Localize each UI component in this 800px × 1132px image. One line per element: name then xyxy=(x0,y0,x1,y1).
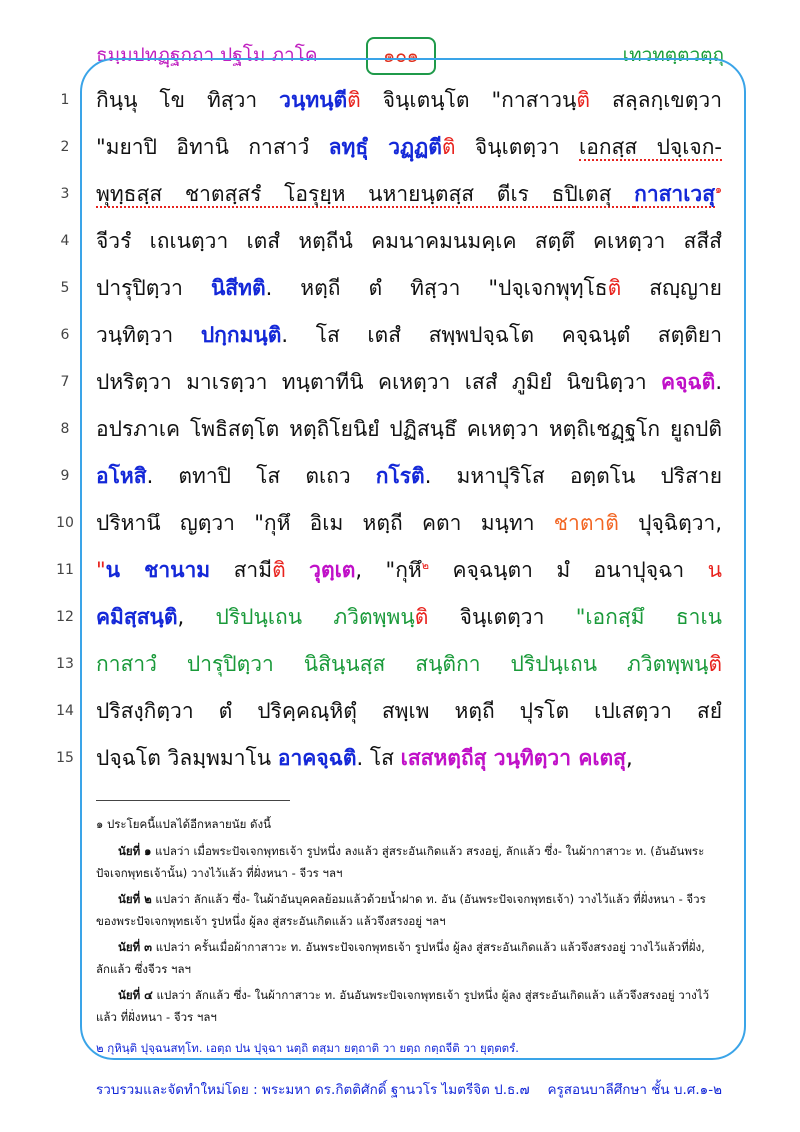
text-segment: , xyxy=(626,746,633,770)
text-segment: สญฺญาย xyxy=(621,276,722,300)
text-segment: วนฺทิตฺวา xyxy=(96,323,201,347)
line-number: 14 xyxy=(56,703,74,719)
text-segment: พุทฺธสฺส ชาตสฺสรํ โอรุยฺห นหายนฺตสฺส ตีเร ธปิเตสุ xyxy=(96,182,635,206)
page-number: ๑๐๑ xyxy=(366,37,436,75)
header-story-title: เทวทตฺตวตฺถุ xyxy=(622,44,724,66)
line-text xyxy=(96,127,722,167)
text-line xyxy=(0,738,800,778)
text-segment: ปริสงฺกิตฺวา ตํ ปริคฺคณฺหิตุํ สพฺเพ หตฺถี ปุรโต เปเสตฺวา สยํ xyxy=(96,699,722,723)
text-segment: จีวรํ เถเนตฺวา เตสํ หตฺถีนํ คมนาคมนมคฺเค สตฺตึ คเหตฺวา สสีสํ xyxy=(96,229,722,253)
text-segment: . xyxy=(715,370,722,394)
text-line xyxy=(0,409,800,449)
text-segment: กโรติ xyxy=(375,464,425,488)
text-segment: วนฺทนฺตี xyxy=(279,88,348,112)
footer-author: รวบรวมและจัดทำใหม่โดย : พระมหา ดร.กิตติศักดิ์ ฐานวโร ไมตรีจิต ป.ธ.๗ xyxy=(96,1082,530,1098)
text-segment: ปหริตฺวา มาเรตฺวา ทนฺตาทีนิ คเหตฺวา เสสํ ภูมิยํ นิขนิตฺวา xyxy=(96,370,662,394)
text-segment: ติ xyxy=(272,558,286,582)
text-segment: " xyxy=(96,558,106,582)
line-number: 4 xyxy=(60,233,70,249)
line-number: 9 xyxy=(60,468,70,484)
footnote-item: นัยที่ ๑ แปลว่า เมื่อพระปัจเจกพุทธเจ้า รูปหนึ่ง ลงแล้ว สู่สระอันเกิดแล้ว สรงอยู่, ลักแล้ว ซึ่ง- ในผ้ากาสาวะ ท. (อันอันพระปัจเจกพุทธเจ้านั้น) วางไว้แล้ว ที่ฝั่งหนา - จีวร ฯลฯ xyxy=(96,844,705,880)
text-segment: ปกฺกมนฺติ xyxy=(200,323,282,347)
text-segment: วุตฺเต xyxy=(309,558,356,582)
footnote-intro: ๑ ประโยคนี้แปลได้อีกหลายนัย ดังนี้ xyxy=(96,817,271,831)
footnote-item: นัยที่ ๔ แปลว่า ลักแล้ว ซึ่ง- ในผ้ากาสาวะ ท. อันอันพระปัจเจกพุทธเจ้า รูปหนึ่ง ผู้ลง สู่สระอันเกิดแล้ว แล้วจึงสรงอยู่ วางไว้แล้ว ที่ฝั่งหนา - จีวร ฯลฯ xyxy=(96,988,710,1024)
text-segment: ปจฺฉโต วิลมฺพมาโน xyxy=(96,746,278,770)
text-segment: ๒ xyxy=(421,559,430,572)
text-segment: อาคจฺฉติ xyxy=(277,746,357,770)
text-line xyxy=(0,550,800,590)
text-segment: ชาตาติ xyxy=(553,511,619,535)
line-number: 10 xyxy=(56,515,74,531)
text-segment: กินฺนุ โข ทิสฺวา xyxy=(96,88,280,112)
line-number: 3 xyxy=(60,186,70,202)
text-segment: สามี xyxy=(210,558,273,582)
text-segment: . โส เตสํ สพฺพปจฺฉโต คจฺฉนฺตํ สตฺติยา xyxy=(281,323,722,347)
text-segment: จินฺเตนฺโต "กาสาวนฺ xyxy=(360,88,577,112)
text-segment: กาสาเวสุ xyxy=(634,182,716,206)
line-text xyxy=(96,174,722,214)
text-line xyxy=(0,644,800,684)
text-segment: สลฺลกฺเขตฺวา xyxy=(590,88,722,112)
line-text xyxy=(96,503,722,543)
text-segment: , xyxy=(177,605,216,629)
text-line xyxy=(0,80,800,120)
line-number: 2 xyxy=(60,139,70,155)
text-segment: ติ xyxy=(347,88,361,112)
text-segment: เอกสฺส ปจฺเจก- xyxy=(579,135,722,159)
text-segment: น ชานาม xyxy=(105,558,211,582)
footnote-2: ๒ กุหินฺติ ปุจฺฉนสทฺโท. เอตฺถ ปน ปุจฺฉา นตฺถิ ตสฺมา ยตฺถาติ วา ยตฺถ กตฺถจีติ วา ยุตฺตตรํ. xyxy=(96,1041,519,1055)
text-line xyxy=(0,503,800,543)
text-line xyxy=(0,691,800,731)
text-segment: ติ xyxy=(708,652,722,676)
text-segment: จินฺเตตฺวา xyxy=(428,605,576,629)
line-text xyxy=(96,315,722,355)
text-line xyxy=(0,127,800,167)
text-segment: จินฺเตตฺวา xyxy=(455,135,580,159)
line-number: 12 xyxy=(56,609,74,625)
text-segment: ปริหานึ ญตฺวา "กุหึ อิเม หตฺถี คตา มนฺทา xyxy=(96,511,554,535)
text-line xyxy=(0,221,800,261)
text-segment: "มยาปิ อิทานิ กาสาวํ xyxy=(96,135,329,159)
text-segment: คมิสฺสนฺติ xyxy=(96,605,178,629)
text-segment: , "กุหึ xyxy=(355,558,422,582)
text-segment: กาสาวํ ปารุปิตฺวา นิสินฺนสฺส สนฺติกา ปริปนฺเถน ภวิตพฺพนฺ xyxy=(96,652,709,676)
line-text xyxy=(96,362,722,402)
line-number: 13 xyxy=(56,656,74,672)
footnote-item: นัยที่ ๓ แปลว่า ครั้นเมื่อผ้ากาสาวะ ท. อันพระปัจเจกพุทธเจ้า รูปหนึ่ง ผู้ลง สู่สระอันเกิดแล้ว แล้วจึงสรงอยู่ วางไว้แล้วที่ฝั่ง, ลักแล้ว ซึ่งจีวร ฯลฯ xyxy=(96,940,705,976)
text-segment: . โส xyxy=(356,746,401,770)
text-line xyxy=(0,268,800,308)
line-text xyxy=(96,738,722,778)
line-text xyxy=(96,268,722,308)
footer-course: ครูสอนบาลีศึกษา ชั้น บ.ศ.๑-๒ xyxy=(547,1082,722,1098)
text-segment: ติ xyxy=(607,276,622,300)
text-line xyxy=(0,456,800,496)
line-number: 11 xyxy=(56,562,74,578)
text-segment: . หตฺถี ตํ ทิสฺวา "ปจฺเจกพุทฺโธ xyxy=(265,276,608,300)
text-line xyxy=(0,174,800,214)
line-text xyxy=(96,409,722,449)
page-footer xyxy=(96,1078,722,1100)
line-text xyxy=(96,550,722,590)
footnote-item: นัยที่ ๒ แปลว่า ลักแล้ว ซึ่ง- ในผ้าอันบุคคลย้อมแล้วด้วยน้ำฝาด ท. อัน (อันพระปัจเจกพุทธเจ้า) วางไว้แล้ว ที่ฝั่งหนา - จีวร ของพระปัจเจกพุทธเจ้า รูปหนึ่ง ผู้ลง สู่สระอันเกิดแล้ว แล้วจึงสรงอยู่ ฯลฯ xyxy=(96,892,706,928)
line-text xyxy=(96,80,722,120)
footnote-divider xyxy=(96,800,290,801)
text-segment: ลทฺธุํ วฏฺฏตี xyxy=(328,135,442,159)
line-text xyxy=(96,221,722,261)
text-segment: ๑ xyxy=(715,183,722,196)
text-line xyxy=(0,315,800,355)
text-segment: คจฺฉนฺตา มํ อนาปุจฺฉา xyxy=(429,558,708,582)
line-number: 6 xyxy=(60,327,70,343)
text-segment: ปริปนฺเถน ภวิตพฺพนฺ xyxy=(215,605,415,629)
text-segment: ติ xyxy=(441,135,456,159)
line-number: 8 xyxy=(60,421,70,437)
line-text xyxy=(96,597,722,637)
text-segment: ติ xyxy=(414,605,429,629)
line-number: 15 xyxy=(56,750,74,766)
text-segment: ปารุปิตฺวา xyxy=(96,276,211,300)
text-segment: อปรภาเค โพธิสตฺโต หตฺถิโยนิยํ ปฏิสนฺธึ คเหตฺวา หตฺถิเชฏฺฐโก ยูถปติ xyxy=(96,417,722,441)
header-book-title: ธมฺมปทฏฺฐกถา ปฐโม ภาโค xyxy=(96,44,318,66)
line-text xyxy=(96,644,722,684)
line-text xyxy=(96,456,722,496)
text-segment: นิสีทติ xyxy=(210,276,266,300)
text-line xyxy=(0,597,800,637)
line-number: 5 xyxy=(60,280,70,296)
text-segment: คจฺฉติ xyxy=(661,370,716,394)
line-number: 7 xyxy=(60,374,70,390)
line-number: 1 xyxy=(60,92,70,108)
text-segment: . ตทาปิ โส ตเถว xyxy=(146,464,376,488)
text-segment: เสสหตฺถีสุ วนฺทิตฺวา คเตสุ xyxy=(400,746,626,770)
text-segment: ติ xyxy=(576,88,591,112)
text-line xyxy=(0,362,800,402)
text-segment: . มหาปุริโส อตฺตโน ปริสาย xyxy=(424,464,722,488)
line-text xyxy=(96,691,722,731)
text-segment xyxy=(286,558,309,582)
text-segment: อโหสิ xyxy=(96,464,147,488)
text-segment: "เอกสฺมึ ธาเน xyxy=(575,605,722,629)
text-segment: ปุจฺฉิตฺวา, xyxy=(618,511,723,535)
text-segment: น xyxy=(707,558,722,582)
